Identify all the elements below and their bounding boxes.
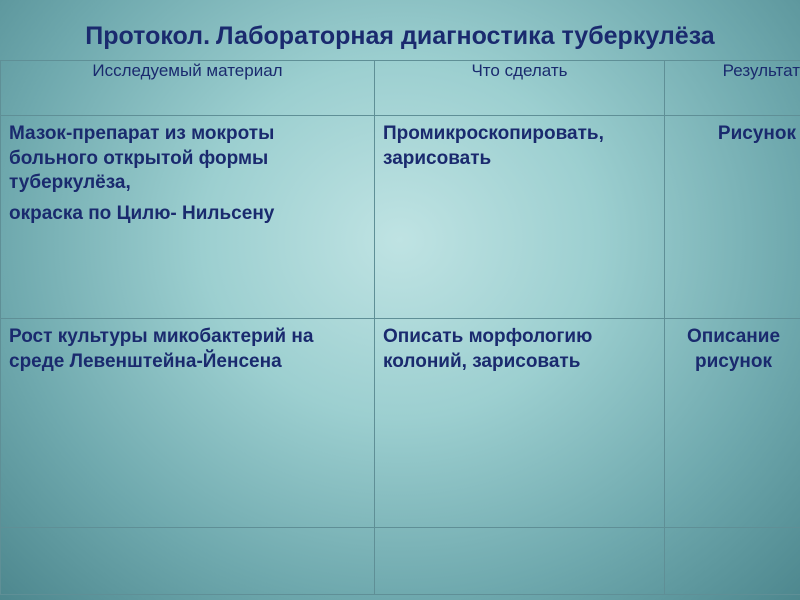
row1-action-text: Промикроскопировать, зарисовать [383, 123, 604, 169]
row1-material-text-2: окраска по Цилю- Нильсену [9, 203, 275, 225]
row2-material-text-1: Рост культуры микобактерий на среде Левенштейна-Йенсена [9, 326, 314, 372]
row3-empty-cell [665, 528, 800, 595]
header-action: Что сделать [375, 61, 665, 116]
row1-action-cell [375, 116, 665, 319]
row1-material-cell [1, 116, 375, 319]
row1-result-text: Рисунок [717, 123, 796, 144]
table-header-row [1, 61, 800, 116]
row3-empty-cell [1, 528, 375, 595]
table-row [1, 116, 800, 319]
table-row [1, 319, 800, 528]
row2-action-text: Описать морфологию колоний, зарисовать [383, 326, 593, 372]
title-prefix: Протокол. [85, 22, 211, 50]
table-row-empty [1, 528, 800, 595]
row1-material-text-1: Мазок-препарат из мокроты больного открытой формы туберкулёза, [9, 123, 275, 194]
title-main: Лабораторная диагностика туберкулёза [216, 22, 715, 50]
row2-result-cell [665, 319, 800, 528]
protocol-table [0, 60, 800, 595]
row3-empty-cell [375, 528, 665, 595]
row2-action-cell [375, 319, 665, 528]
header-material: Исследуемый материал [1, 61, 375, 116]
page-title [0, 22, 800, 51]
row2-material-cell [1, 319, 375, 528]
row2-result-text: Описание рисунок [686, 326, 781, 372]
header-result: Результат [665, 61, 800, 116]
row1-result-cell [665, 116, 800, 319]
